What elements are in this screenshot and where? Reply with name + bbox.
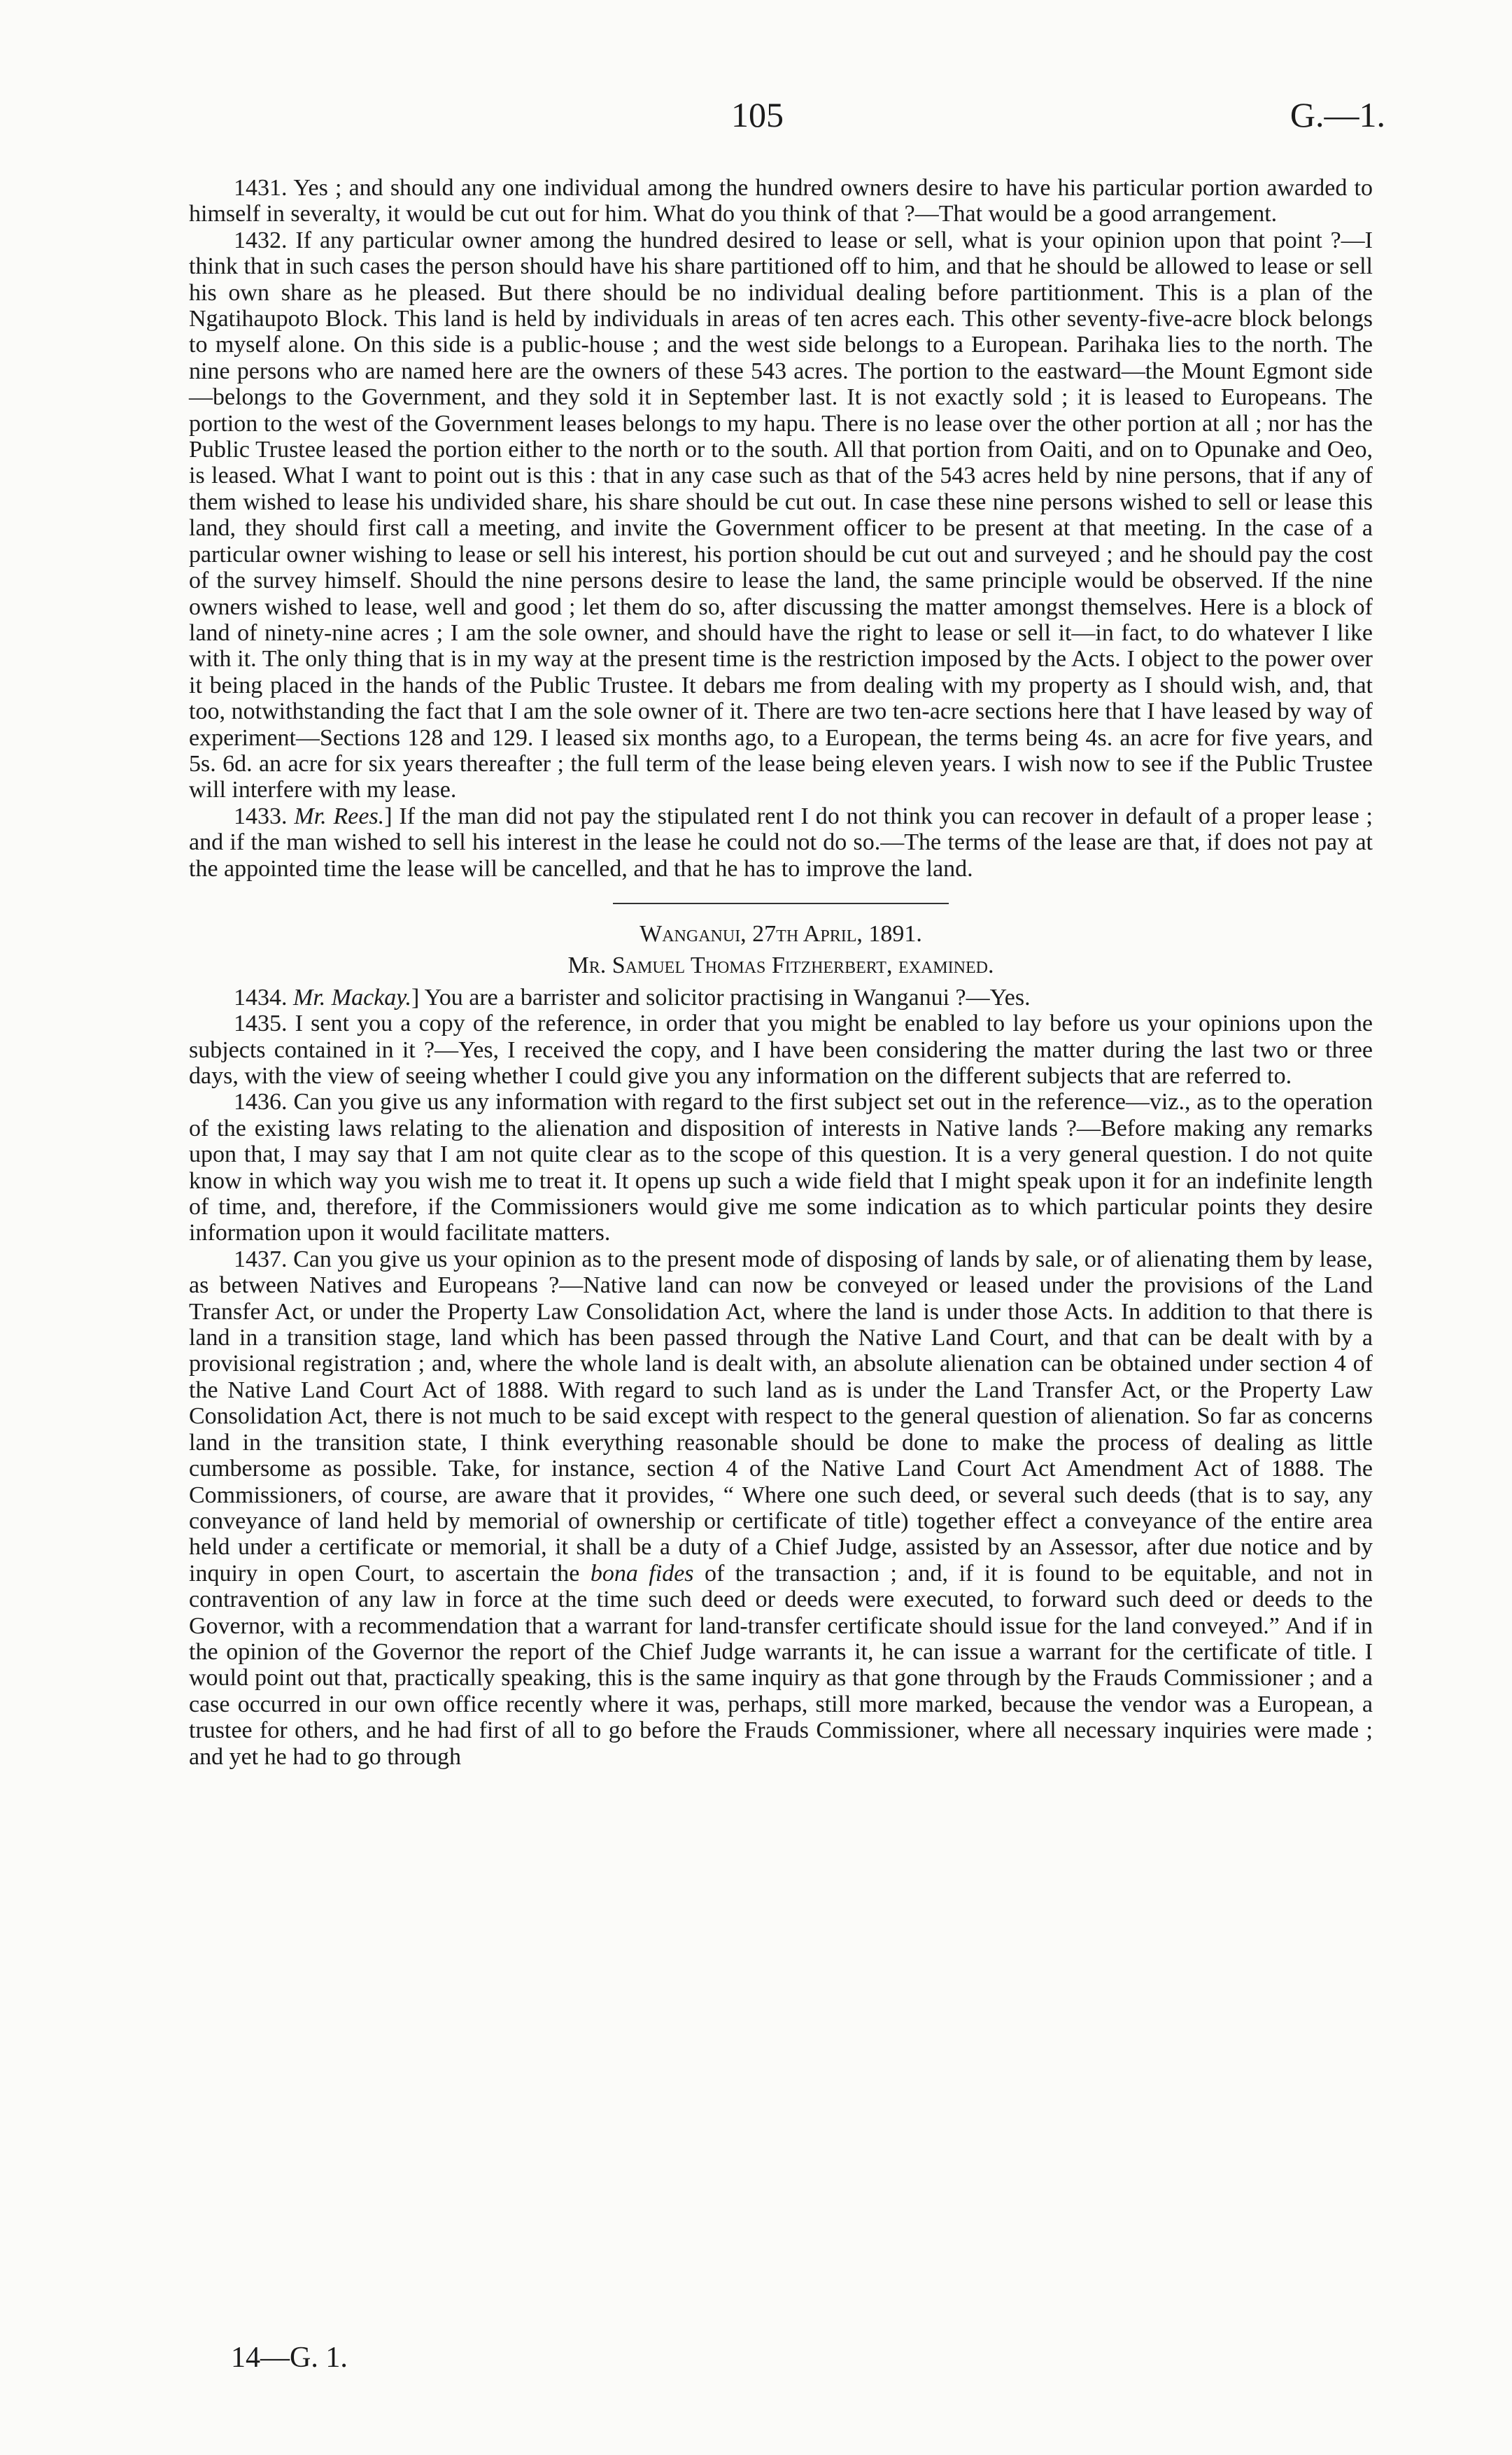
paragraph-1437 [189, 1246, 1373, 1770]
paragraph-1436: 1436. Can you give us any information with regard to the first subject set out in the reference—viz., as to the operation of the existing laws relating to the alienation and disposition of interests in Native lands ?—Before making any remarks upon that, I may say that I am not quite clear as to the scope of this question. It is a very general question. I do not quite know in which way you wish me to treat it. It opens up such a wide field that I might speak upon it for an indefinite length of time, and, therefore, if the Commissioners would give me some indication as to which particular points they desire information upon it would facilitate matters. [189, 1089, 1373, 1246]
body-text [189, 175, 1373, 1770]
paragraph-text: ] You are a barrister and solicitor practising in Wanganui ?—Yes. [411, 984, 1031, 1011]
witness-heading: Mr. Samuel Thomas Fitzherbert, examined. [567, 952, 994, 979]
paragraph-text: of the transaction ; and, if it is found to be equitable, and not in contravention of any law in force at the time such deed or deeds were executed, to forward such deed or deeds to the Governor, with a recommendation that a warrant for land-transfer certificate should issue for the land conveyed.” And if in the opinion of the Governor the report of the Chief Judge warrants it, he can issue a warrant for the certificate of title. I would point out that, practically speaking, this is the same inquiry as that gone through by the Frauds Commissioner ; and a case occurred in our own office recently where it was, perhaps, still more marked, because the vendor was a European, a trustee for others, and he had first of all to go before the Frauds Commissioner, where all necessary inquiries were made ; and yet he had to go through [189, 1560, 1373, 1770]
paragraph-text: 1437. Can you give us your opinion as to the present mode of disposing of lands by sale, or of alienating them by lease, as between Natives and Europeans ?—Native land can now be conveyed or leased under the provisions of the Land Transfer Act, or under the Property Law Consolidation Act, where the land is under those Acts. In addition to that there is land in a transition stage, land which has been passed through the Native Land Court, and that can be dealt with by a provisional registration ; and, where the whole land is dealt with, an absolute alienation can be obtained under section 4 of the Native Land Court Act of 1888. With regard to such land as is under the Land Transfer Act, or the Property Law Consolidation Act, there is not much to be said except with respect to the general question of alienation. So far as concerns land in the transition state, I think everything reasonable should be done to make the process of dealing as little cumbersome as possible. Take, for instance, section 4 of the Native Land Court Act Amendment Act of 1888. The Commissioners, of course, are aware that it provides, “ Where one such deed, or several such deeds (that is to say, any conveyance of land held by memorial of ownership or certificate of title) together effect a conveyance of the entire area held under a certificate or memorial, it shall be a duty of a Chief Judge, assisted by an Assessor, after due notice and by inquiry in open Court, to ascertain the [189, 1246, 1373, 1587]
paragraph-1435: 1435. I sent you a copy of the reference, in order that you might be enabled to lay before us your opinions upon the subjects contained in it ?—Yes, I received the copy, and I have been considering the matter during the last two or three days, with the view of seeing whether I could give you any information on the different subjects that are referred to. [189, 1011, 1373, 1089]
question-number: 1433. [234, 803, 288, 829]
paragraph-1434 [189, 985, 1373, 1011]
section-divider [613, 903, 949, 904]
question-number: 1434. [234, 984, 288, 1011]
page-header [189, 94, 1385, 143]
document-reference: G.—1. [1290, 95, 1385, 134]
page-number: 105 [731, 95, 784, 134]
dateline: Wanganui, 27th April, 1891. [640, 920, 922, 947]
paragraph-1433 [189, 803, 1373, 882]
italic-phrase: bona fides [590, 1560, 694, 1587]
printer-signature: 14—G. 1. [231, 2342, 348, 2374]
speaker-name: Mr. Mackay. [293, 984, 412, 1011]
paragraph-text: ] If the man did not pay the stipulated rent I do not think you can recover in default of a proper lease ; and if the man wished to sell his interest in the lease he could not do so.—The terms of the lease are that, if does not pay at the appointed time the lease will be cancelled, and that he has to improve the land. [189, 803, 1373, 882]
speaker-name: Mr. Rees. [294, 803, 385, 829]
paragraph-1431: 1431. Yes ; and should any one individual among the hundred owners desire to have his particular portion awarded to himself in severalty, it would be cut out for him. What do you think of that ?—That would be a good arrangement. [189, 175, 1373, 227]
paragraph-1432: 1432. If any particular owner among the hundred desired to lease or sell, what is your opinion upon that point ?—I think that in such cases the person should have his share partitioned off to him, and that he should be allowed to lease or sell his own share as he pleased. But there should be no individual dealing before partitionment. This is a plan of the Ngatihaupoto Block. This land is held by individuals in areas of ten acres each. This other seventy-five-acre block belongs to myself alone. On this side is a public-house ; and the west side belongs to a European. Parihaka lies to the north. The nine persons who are named here are the owners of these 543 acres. The portion to the eastward—the Mount Egmont side—belongs to the Government, and they sold it in September last. It is not exactly sold ; it is leased to Europeans. The portion to the west of the Government leases belongs to my hapu. There is no lease over the other portion at all ; nor has the Public Trustee leased the portion either to the north or to the south. All that portion from Oaiti, and on to Opunake and Oeo, is leased. What I want to point out is this : that in any case such as that of the 543 acres held by nine persons, that if any of them wished to lease his undivided share, his share should be cut out. In case these nine persons wished to sell or lease this land, they should first call a meeting, and invite the Government officer to be present at that meeting. In the case of a particular owner wishing to lease or sell his interest, his portion should be cut out and surveyed ; and he should pay the cost of the survey himself. Should the nine persons desire to lease the land, the same principle would be observed. If the nine owners wished to lease, well and good ; let them do so, after discussing the matter amongst themselves. Here is a block of land of ninety-nine acres ; I am the sole owner, and should have the right to lease or sell it—in fact, to do whatever I like with it. The only thing that is in my way at the present time is the restriction imposed by the Acts. I object to the power over it being placed in the hands of the Public Trustee. It debars me from dealing with my property as I should wish, and, that too, notwithstanding the fact that I am the sole owner of it. There are two ten-acre sections here that I have leased by way of experiment—Sections 128 and 129. I leased six months ago, to a European, the terms being 4s. an acre for five years, and 5s. 6d. an acre for six years thereafter ; the full term of the lease being eleven years. I wish now to see if the Public Trustee will interfere with my lease. [189, 227, 1373, 803]
